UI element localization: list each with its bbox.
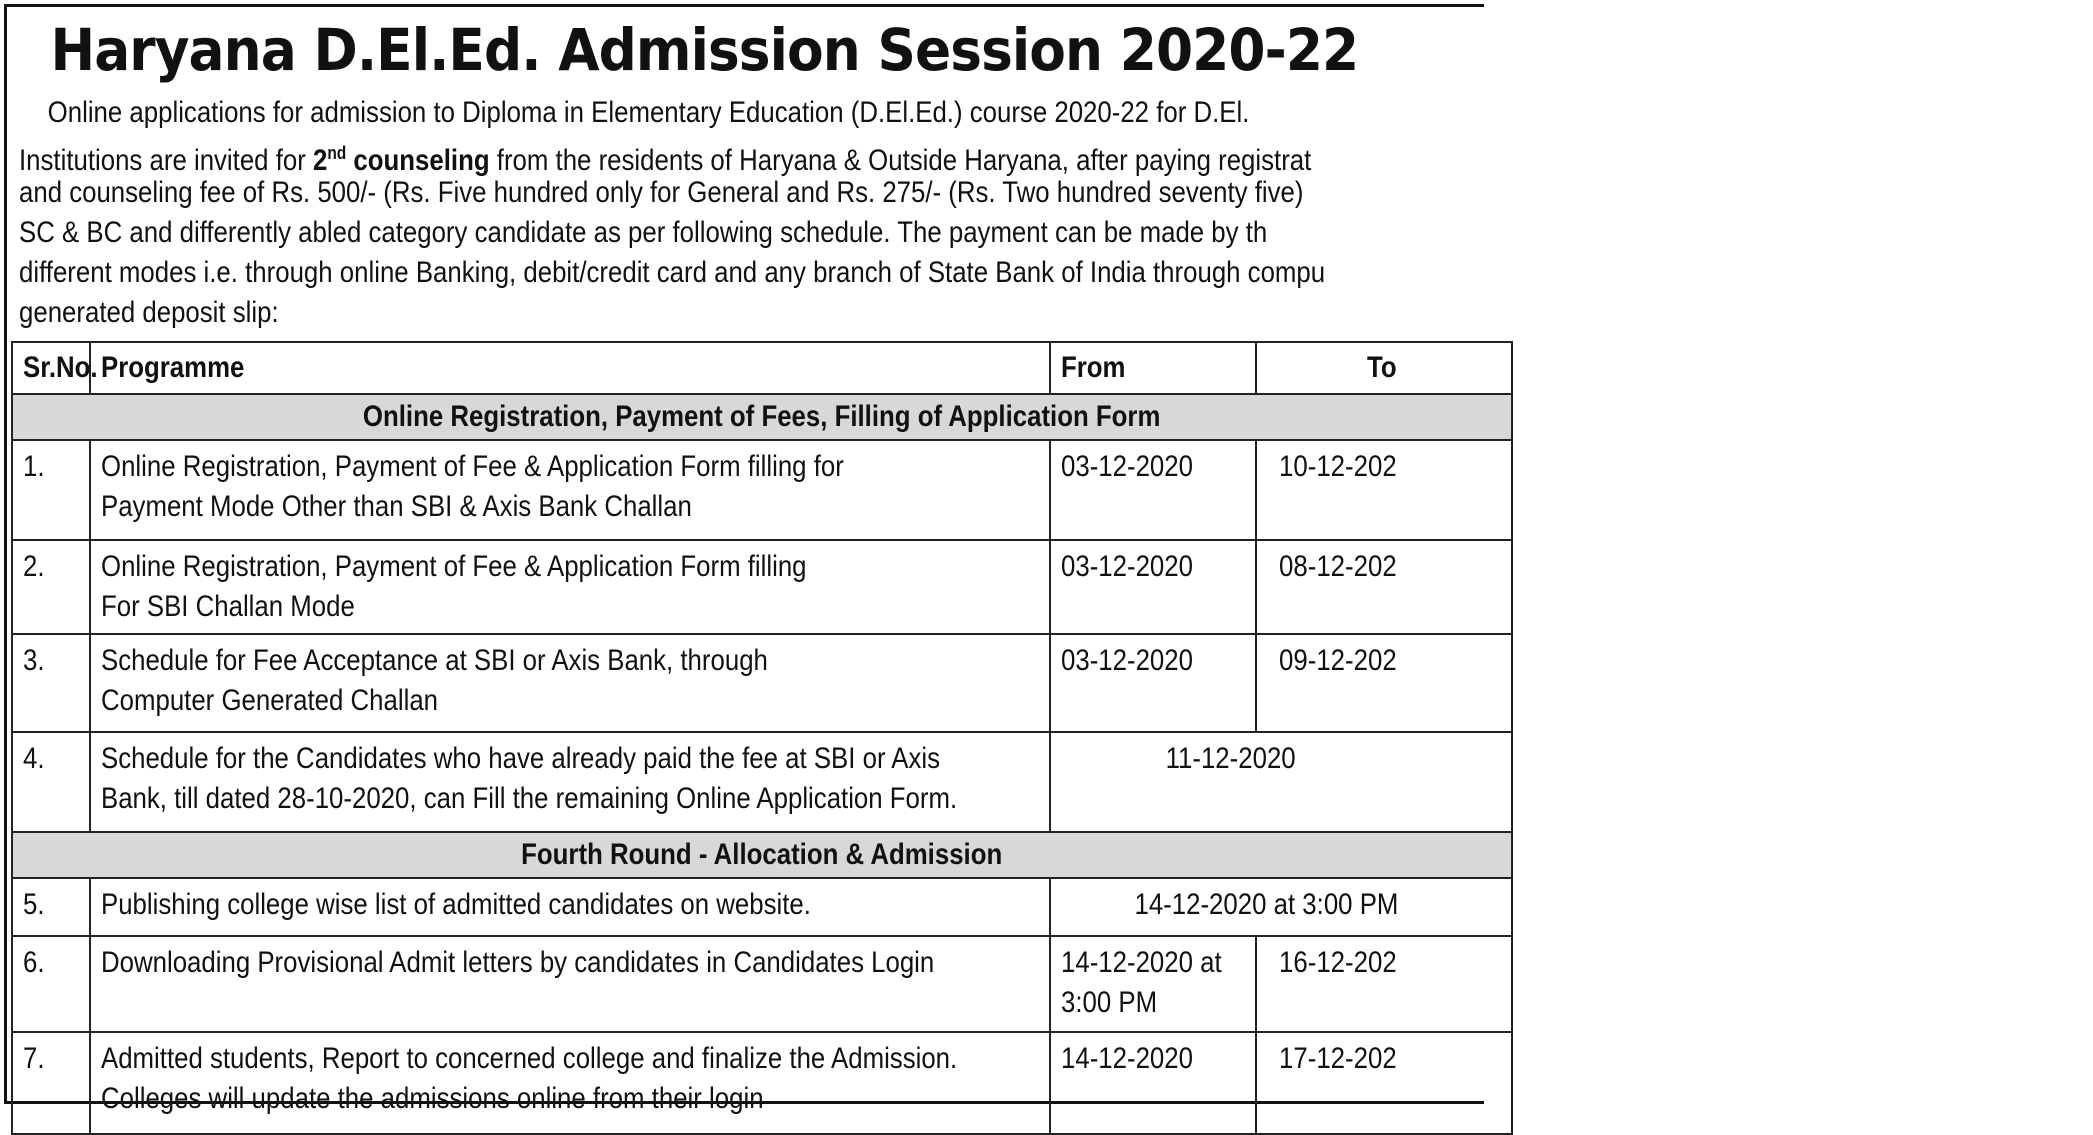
header-programme: Programme: [90, 342, 1050, 394]
table-row: [12, 634, 1512, 732]
row-srno: 2.: [12, 540, 90, 634]
row-srno: 1.: [12, 440, 90, 540]
row-date: 11-12-2020: [1050, 732, 1512, 832]
row-to-date: 10-12-202: [1256, 440, 1512, 540]
section-heading: Online Registration, Payment of Fees, Filling of Application Form: [12, 394, 1512, 440]
row-date: 14-12-2020 at 3:00 PM: [1050, 878, 1512, 936]
header-to: To: [1256, 342, 1512, 394]
row-programme: Downloading Provisional Admit letters by candidates in Candidates Login: [90, 936, 1050, 1032]
row-programme: Admitted students, Report to concerned college and finalize the Admission. Colleges will update the admissions online from their login: [90, 1032, 1050, 1134]
row-to-date: 17-12-202: [1256, 1032, 1512, 1134]
table-header-row: [12, 342, 1512, 394]
page-title: Haryana D.El.Ed. Admission Session 2020-22: [50, 16, 1359, 84]
intro-line-2: Institutions are invited for 2nd counseling from the residents of Haryana & Outside Haryana, after paying registrat: [19, 143, 1312, 177]
table-row: [12, 936, 1512, 1032]
row-programme: Publishing college wise list of admitted candidates on website.: [90, 878, 1050, 936]
row-to-date: 16-12-202: [1256, 936, 1512, 1032]
row-from-date: 14-12-2020 at 3:00 PM: [1050, 936, 1256, 1032]
intro-paragraph: [19, 93, 1459, 333]
section-row: [12, 832, 1512, 878]
row-programme: Online Registration, Payment of Fee & Application Form filling for Payment Mode Other than SBI & Axis Bank Challan: [90, 440, 1050, 540]
section-heading: Fourth Round - Allocation & Admission: [12, 832, 1512, 878]
row-programme: Online Registration, Payment of Fee & Application Form filling For SBI Challan Mode: [90, 540, 1050, 634]
row-srno: 5.: [12, 878, 90, 936]
row-from-date: 03-12-2020: [1050, 540, 1256, 634]
row-from-date: 03-12-2020: [1050, 634, 1256, 732]
row-srno: 3.: [12, 634, 90, 732]
table-row: [12, 732, 1512, 832]
section-row: [12, 394, 1512, 440]
row-programme: Schedule for Fee Acceptance at SBI or Axis Bank, through Computer Generated Challan: [90, 634, 1050, 732]
table-row: [12, 1032, 1512, 1134]
intro-line-5: different modes i.e. through online Banking, debit/credit card and any branch of State Bank of India through compu: [19, 256, 1326, 289]
intro-line-1: Online applications for admission to Diploma in Elementary Education (D.El.Ed.) course 2020-22 for D.El.: [47, 96, 1250, 129]
header-srno: Sr.No.: [12, 342, 90, 394]
header-from: From: [1050, 342, 1256, 394]
row-programme: Schedule for the Candidates who have already paid the fee at SBI or Axis Bank, till dated 28-10-2020, can Fill the remaining Online Application Form.: [90, 732, 1050, 832]
row-from-date: 03-12-2020: [1050, 440, 1256, 540]
counseling-round: 2nd counseling: [312, 143, 490, 177]
table-row: [12, 878, 1512, 936]
intro-line-4: SC & BC and differently abled category candidate as per following schedule. The payment can be made by th: [19, 216, 1268, 249]
row-to-date: 08-12-202: [1256, 540, 1512, 634]
row-from-date: 14-12-2020: [1050, 1032, 1256, 1134]
row-srno: 6.: [12, 936, 90, 1032]
notice-frame: [4, 4, 1484, 1115]
intro-line-6: generated deposit slip:: [19, 296, 279, 329]
table-row: [12, 540, 1512, 634]
schedule-table: [11, 341, 1513, 1135]
row-to-date: 09-12-202: [1256, 634, 1512, 732]
row-srno: 4.: [12, 732, 90, 832]
table-row: [12, 440, 1512, 540]
intro-line-3: and counseling fee of Rs. 500/- (Rs. Five hundred only for General and Rs. 275/- (Rs. Two hundred seventy five): [19, 176, 1304, 209]
row-srno: 7.: [12, 1032, 90, 1134]
